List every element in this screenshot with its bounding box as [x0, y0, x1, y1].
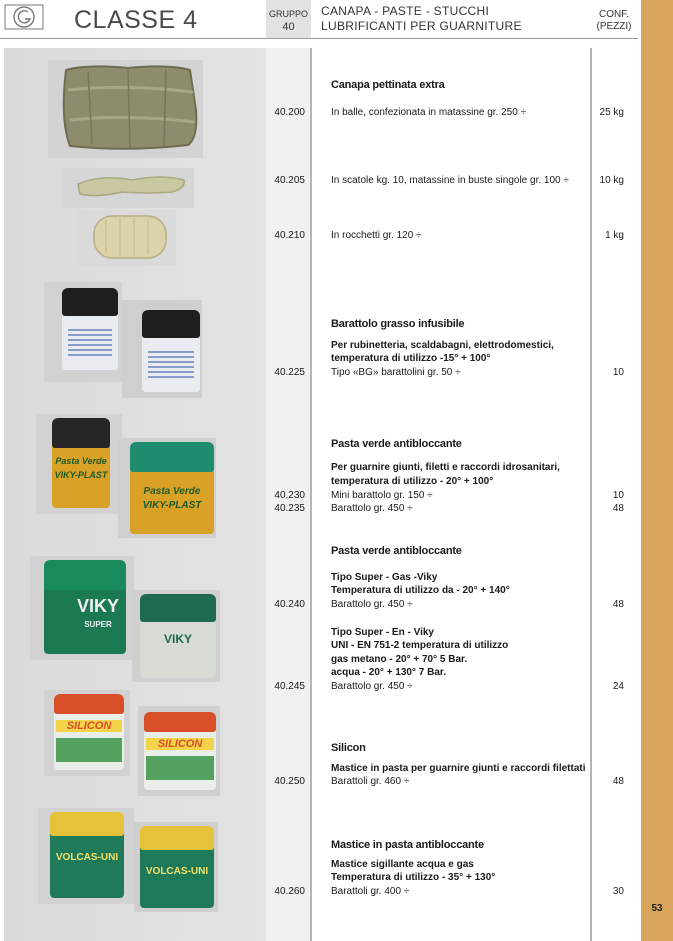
gruppo-label: GRUPPO — [268, 9, 308, 19]
item-quantity: 25 kg — [599, 107, 624, 118]
item-description: Barattoli gr. 460 ÷ — [331, 776, 410, 787]
item-quantity: 48 — [612, 776, 624, 787]
pezzi-label: (PEZZI) — [596, 21, 632, 32]
viky-plast-mini-jar-image — [36, 414, 122, 514]
item-description: Mini barattolo gr. 150 ÷ — [331, 490, 433, 501]
viky-super-label: SUPER — [84, 620, 112, 629]
item-quantity: 10 — [612, 367, 624, 378]
item-description: In balle, confezionata in matassine gr. 250 ÷ — [331, 107, 527, 118]
item-description: Barattoli gr. 400 ÷ — [331, 886, 410, 897]
volcas-uni-jar-image — [38, 808, 134, 904]
product-spec: Per guarnire giunti, filetti e raccordi idrosanitari, — [331, 462, 560, 473]
product-title: Pasta verde antibloccante — [331, 545, 462, 557]
volcas-uni-label: VOLCAS-UNI — [55, 852, 119, 863]
product-spec: Temperatura di utilizzo da - 20° + 140° — [331, 585, 510, 596]
page-number: 53 — [651, 903, 663, 914]
viky-plast-label: Pasta Verde — [55, 456, 107, 466]
gruppo-box — [266, 0, 311, 38]
item-description: Barattolo gr. 450 ÷ — [331, 599, 413, 610]
item-quantity: 10 kg — [599, 175, 624, 186]
item-description: In rocchetti gr. 120 ÷ — [331, 230, 422, 241]
item-code: 40.240 — [274, 599, 305, 610]
product-title: Barattolo grasso infusibile — [331, 318, 465, 330]
product-spec: temperatura di utilizzo - 20° + 100° — [331, 476, 494, 487]
product-spec: gas metano - 20° + 70° 5 Bar. — [331, 654, 468, 665]
item-code: 40.260 — [274, 886, 305, 897]
viky-super-en-jar-image — [132, 590, 220, 682]
item-code: 40.200 — [274, 107, 305, 118]
product-spec: Tipo Super - En - Viky — [331, 627, 434, 638]
item-quantity: 30 — [612, 886, 624, 897]
item-code: 40.225 — [274, 367, 305, 378]
viky-super-gas-jar-image — [30, 556, 134, 660]
viky-plast-label: VIKY-PLAST — [142, 500, 202, 511]
item-quantity: 48 — [612, 503, 624, 514]
volcas-uni-jar-image — [134, 822, 218, 912]
viky-en-label: VIKY — [163, 632, 192, 646]
hemp-spool-image — [76, 210, 176, 266]
product-spec: temperatura di utilizzo -15° + 100° — [331, 353, 491, 364]
viky-plast-label: Pasta Verde — [143, 486, 201, 497]
product-spec: Mastice in pasta per guarnire giunti e raccordi filettati — [331, 763, 586, 774]
column-divider — [590, 48, 592, 941]
silicon-label: SILICON — [56, 720, 122, 732]
product-spec: Mastice sigillante acqua e gas — [331, 859, 474, 870]
item-code: 40.250 — [274, 776, 305, 787]
item-quantity: 48 — [612, 599, 624, 610]
header-divider — [0, 38, 638, 39]
hemp-bale-image — [48, 60, 203, 158]
item-quantity: 24 — [612, 681, 624, 692]
product-title: Silicon — [331, 742, 366, 754]
grease-jar-bg-image — [122, 300, 202, 398]
product-title: Canapa pettinata extra — [331, 79, 445, 91]
item-code: 40.245 — [274, 681, 305, 692]
item-code: 40.235 — [274, 503, 305, 514]
product-spec: Per rubinetteria, scaldabagni, elettrodomestici, — [331, 340, 554, 351]
product-spec: UNI - EN 751-2 temperatura di utilizzo — [331, 640, 509, 651]
silicon-label: SILICON — [146, 738, 214, 750]
column-divider — [310, 48, 312, 941]
product-spec: Temperatura di utilizzo - 35° + 130° — [331, 872, 496, 883]
section-title-line1: CANAPA - PASTE - STUCCHI — [321, 4, 490, 18]
grease-jar-bg-image — [44, 282, 122, 382]
viky-plast-jar-image — [118, 438, 216, 538]
item-description: Barattolo gr. 450 ÷ — [331, 503, 413, 514]
volcas-uni-label: VOLCAS-UNI — [145, 866, 209, 877]
silicon-jar-image — [44, 690, 130, 776]
company-logo-icon — [4, 4, 44, 30]
item-description: Tipo «BG» barattolini gr. 50 ÷ — [331, 367, 461, 378]
item-code: 40.210 — [274, 230, 305, 241]
item-code: 40.230 — [274, 490, 305, 501]
class-title: CLASSE 4 — [74, 6, 198, 34]
item-code: 40.205 — [274, 175, 305, 186]
item-quantity: 10 — [612, 490, 624, 501]
product-spec: acqua - 20° + 130° 7 Bar. — [331, 667, 447, 678]
product-title: Mastice in pasta antibloccante — [331, 839, 484, 851]
product-title: Pasta verde antibloccante — [331, 438, 462, 450]
section-title-line2: LUBRIFICANTI PER GUARNITURE — [321, 19, 522, 33]
viky-plast-label: VIKY-PLAST — [54, 470, 108, 480]
silicon-jar-image — [138, 706, 220, 796]
gruppo-number: 40 — [282, 21, 295, 33]
viky-super-label: VIKY — [76, 596, 119, 616]
hemp-twist-image — [62, 168, 194, 208]
item-description: In scatole kg. 10, matassine in buste singole gr. 100 ÷ — [331, 175, 569, 186]
item-quantity: 1 kg — [605, 230, 624, 241]
accent-side-strip — [641, 0, 673, 941]
product-spec: Tipo Super - Gas -Viky — [331, 572, 438, 583]
item-description: Barattolo gr. 450 ÷ — [331, 681, 413, 692]
conf-label: CONF. — [599, 9, 629, 20]
